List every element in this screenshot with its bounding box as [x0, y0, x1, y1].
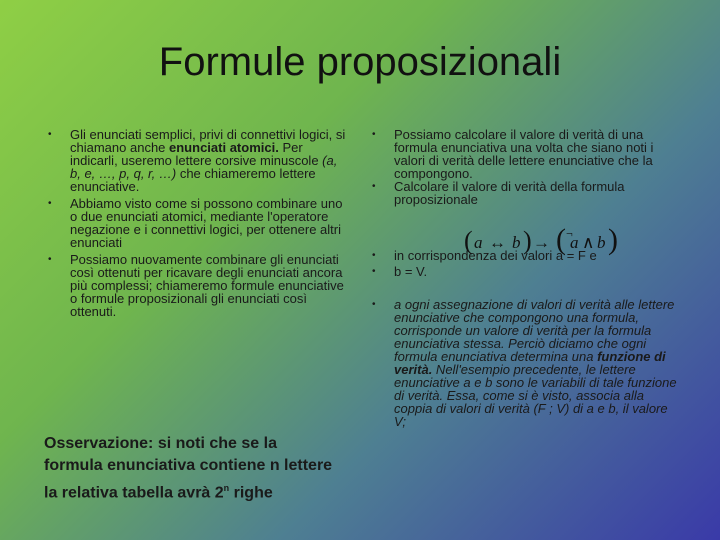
list-item [372, 265, 682, 278]
bullet-icon: • [48, 254, 52, 265]
left-p3-text: Possiamo nuovamente combinare gli enunciati così ottenuti per ricavare degli enunciati ancora più complessi; chiameremo formule enunciative o formule proposizionali gli enunciati così ottenuti. [70, 252, 344, 319]
formula-b2: b [597, 233, 606, 252]
formula-a1: a [474, 233, 483, 252]
right-p5-text-a: a ogni assegnazione di valori di verità alle lettere enunciative che compongono una formula, corrisponde un valore di verità per la formula enunciativa stessa. Perciò diciamo che ogni formula enunciativa determina una [394, 297, 675, 364]
formula-a2: a [570, 233, 579, 252]
formula-image [462, 225, 622, 259]
list-item [372, 298, 682, 428]
left-p1-text-a: Gli enunciati semplici, privi di connettivi logici, si chiamano anche [70, 127, 346, 155]
right-p5-text-b: Nell'esempio precedente, le lettere enunciative a e b sono le variabili di tale funzione di verità. Essa, come si è visto, associa alla coppia di valori di verità (F ; V) di a e b, il valore V; [394, 362, 677, 429]
formula-paren-open-2: ( [556, 225, 566, 256]
left-column [48, 128, 348, 318]
formula-and: ∧ [582, 233, 595, 252]
observation-sup: n [223, 483, 230, 493]
right-p1-text: Possiamo calcolare il valore di verità di una formula enunciativa una volta che siano noti i valori di verità delle lettere enunciative che la compongono. [394, 127, 654, 181]
formula-paren-close: ) [523, 226, 532, 255]
right-p2-text: Calcolare il valore di verità della formula proposizionale [394, 179, 625, 207]
bullet-icon: • [48, 129, 52, 140]
formula-neg: ¬ [566, 226, 573, 240]
formula-implies: → [533, 233, 550, 252]
bullet-icon: • [372, 266, 376, 277]
left-p1-italic: (a, b, e, …, p, q, r, …) [70, 153, 338, 181]
list-item [48, 197, 348, 249]
left-p1-text-c: che chiameremo lettere enunciative. [70, 166, 316, 194]
slide-title: Formule proposizionali [158, 40, 562, 84]
formula-paren-close-2: ) [608, 225, 618, 256]
left-p1-text-b: Per indicarli, useremo lettere corsive minuscole [70, 140, 323, 168]
formula-b1: b [512, 233, 521, 252]
observation-tail: righe [229, 484, 273, 502]
observation-text: Osservazione: si noti che se la formula enunciativa contiene n lettere la relativa tabella avrà 2 [44, 435, 333, 502]
list-item [48, 128, 348, 193]
list-item [48, 253, 348, 318]
right-p5-bold: funzione di verità. [394, 349, 666, 377]
bullet-icon: • [372, 250, 376, 261]
left-p2-text: Abbiamo visto come si possono combinare uno o due enunciati atomici, mediante l'operatore negazione e i connettivi logici, per ottenere altri enunciati [70, 196, 343, 250]
right-p4-text: b = V. [394, 264, 428, 279]
formula-iff: ↔ [489, 233, 506, 252]
right-p3-text: in corrispondenza dei valori a = F e [394, 248, 597, 263]
right-column [372, 128, 682, 428]
formula-paren-open: ( [464, 226, 473, 255]
list-item [372, 128, 682, 180]
bullet-icon: • [372, 299, 376, 310]
left-p1-bold: enunciati atomici. [169, 140, 279, 155]
list-item [372, 180, 682, 206]
bullet-icon: • [372, 129, 376, 140]
bullet-icon: • [372, 181, 376, 192]
observation-note [44, 433, 334, 504]
bullet-icon: • [48, 198, 52, 209]
